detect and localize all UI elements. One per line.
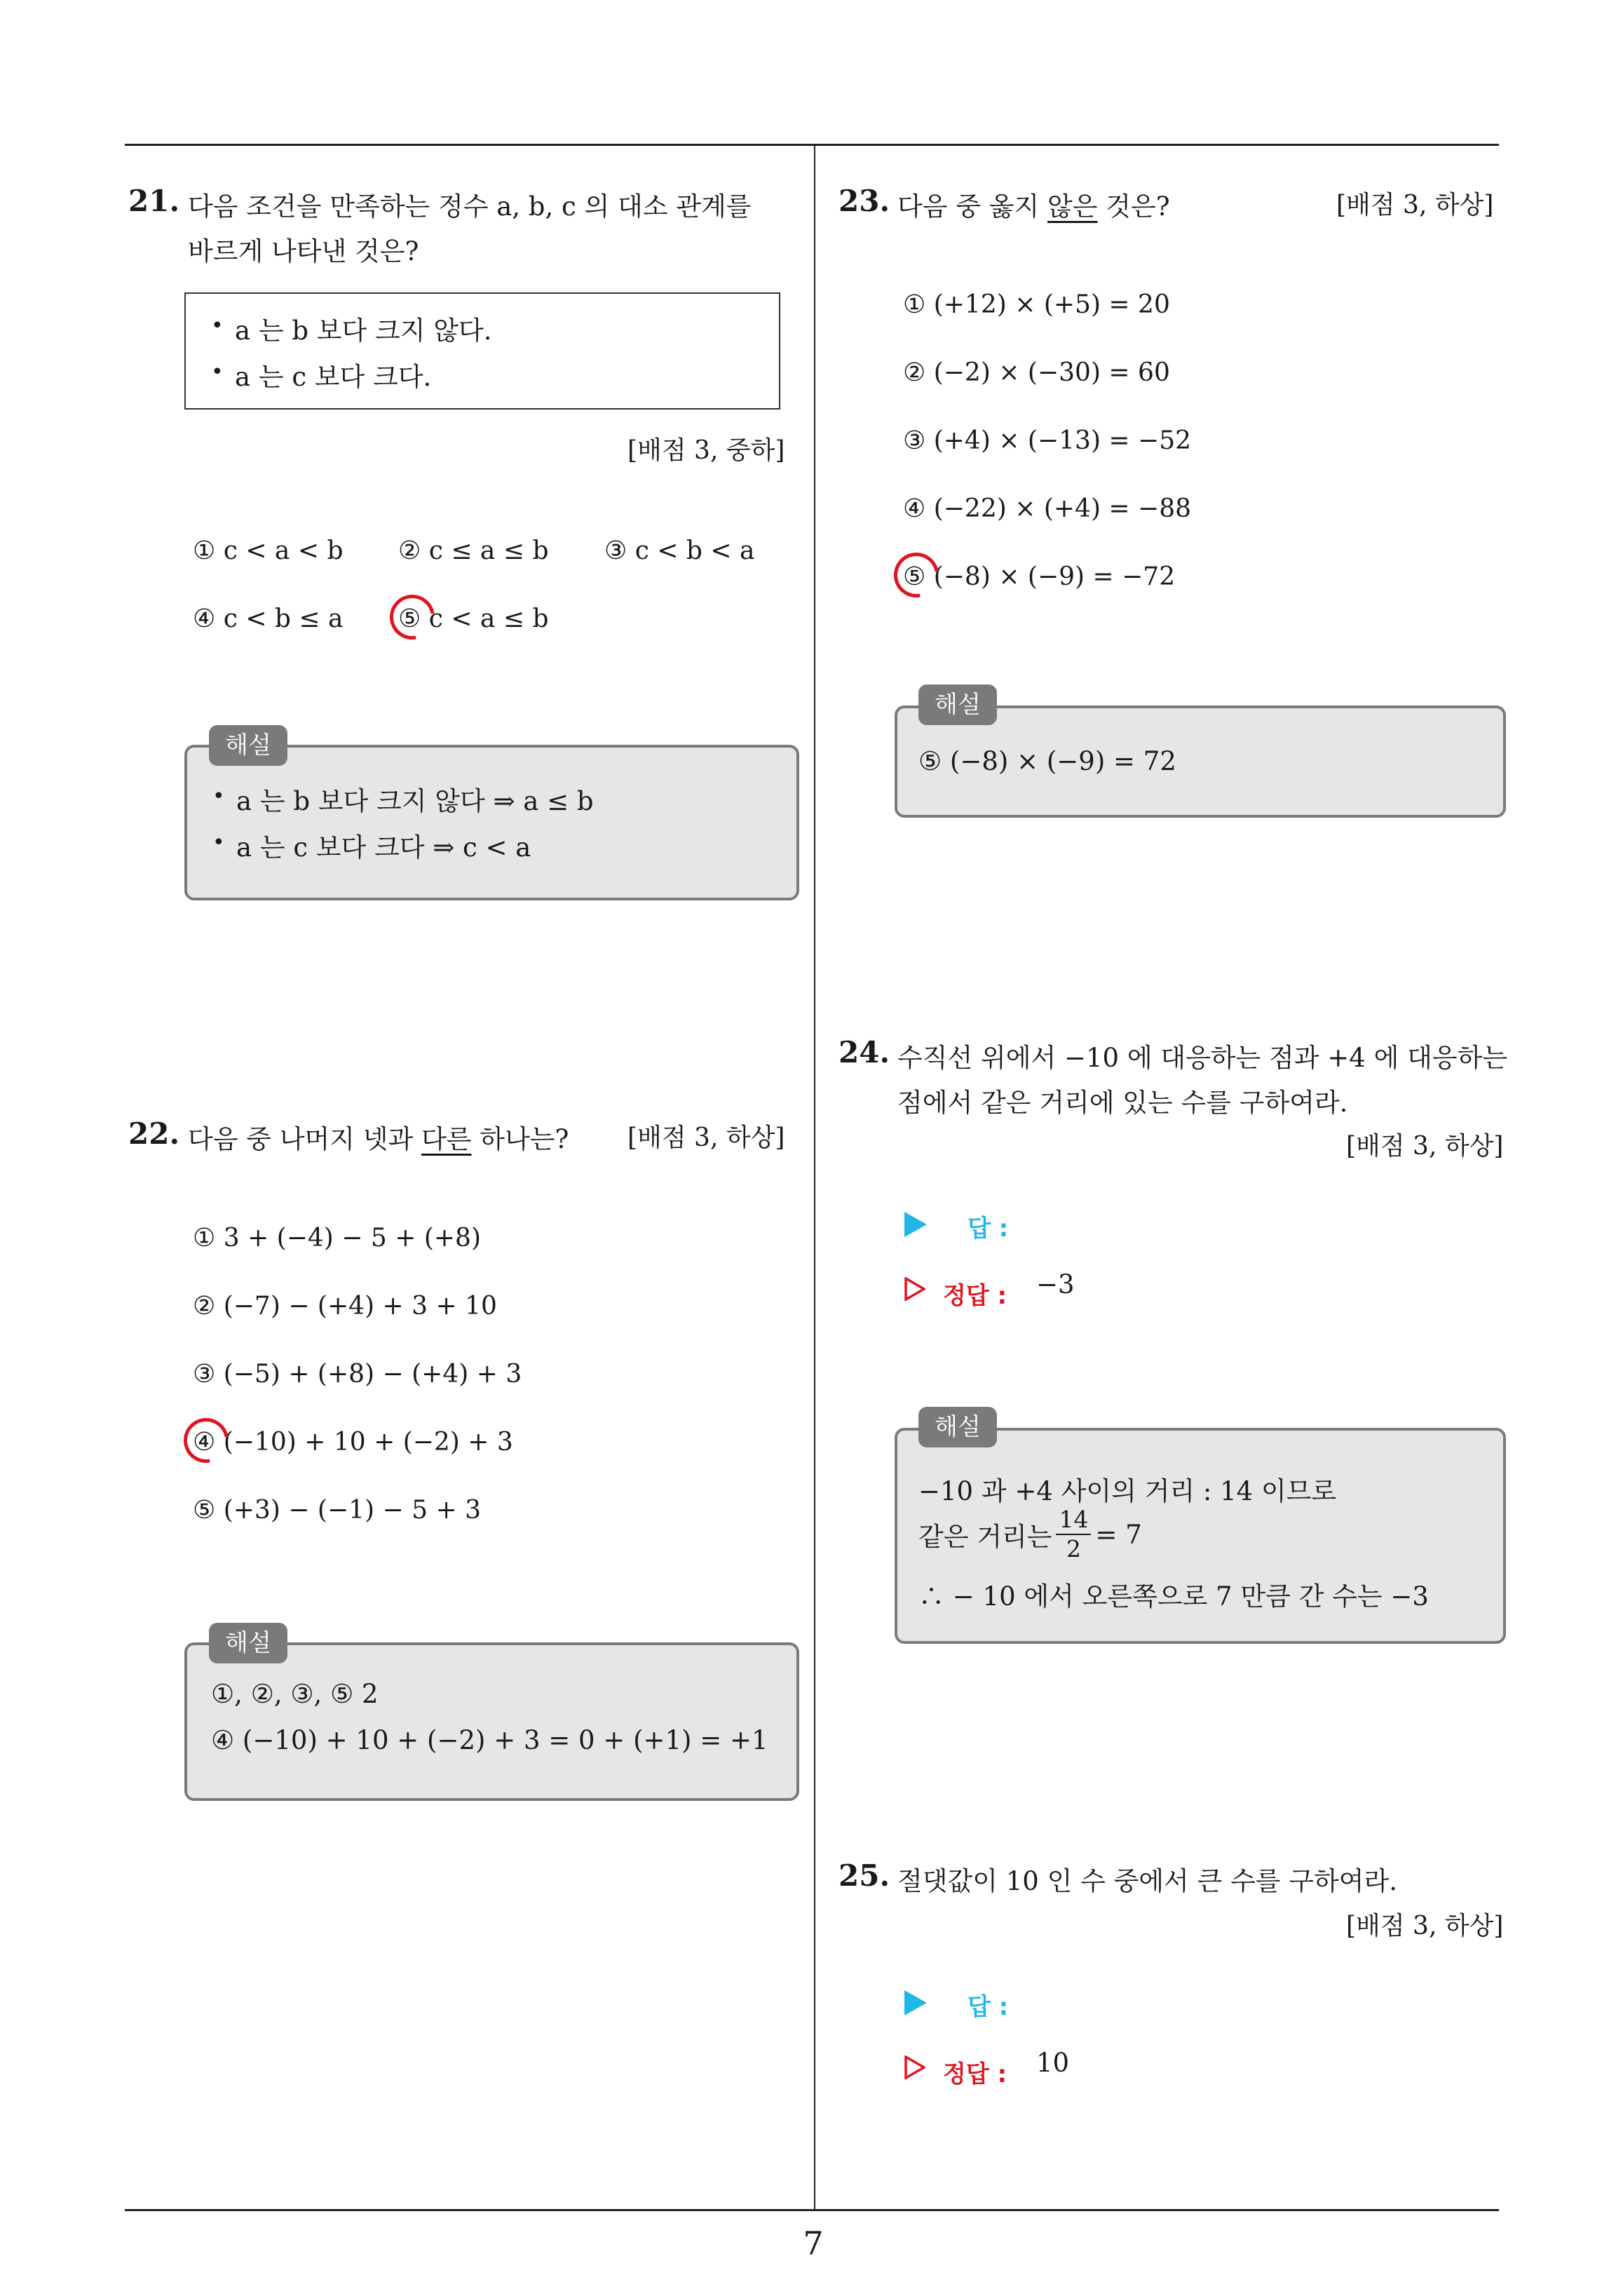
- question-text-line1: 절댓값이 10 인 수 중에서 큰 수를 구하여라.: [897, 1866, 1398, 1896]
- question-number: 21.: [128, 184, 180, 218]
- correct-answer-mark-icon: [381, 586, 443, 648]
- question-number: 23.: [838, 184, 890, 218]
- correct-value: 10: [1036, 2048, 1070, 2078]
- question-number: 22.: [128, 1116, 180, 1151]
- solution-tag: 해설: [209, 725, 287, 766]
- choice-3[interactable]: ③ c < b < a: [604, 536, 755, 565]
- solution-line-1: ①, ②, ③, ⑤ 2: [211, 1679, 379, 1709]
- correct-label: 정답 :: [943, 1282, 1007, 1310]
- choice-5[interactable]: ⑤ c < a ≤ b: [398, 605, 549, 633]
- bullet-icon: •: [212, 784, 225, 809]
- question-text: 다음 중 옳지 않은 것은?: [897, 191, 1170, 222]
- question-text-line1: 수직선 위에서 −10 에 대응하는 점과 +4 에 대응하는: [897, 1043, 1508, 1073]
- correct-answer-mark-icon: [175, 1409, 237, 1471]
- condition-2: a 는 c 보다 크다.: [235, 362, 432, 392]
- answer-input[interactable]: [1031, 1206, 1426, 1238]
- answer-input[interactable]: [1031, 1985, 1426, 2017]
- answer-arrow-icon: [904, 1990, 927, 2015]
- choice-5[interactable]: ⑤ (+3) − (−1) − 5 + 3: [193, 1496, 481, 1525]
- question-number: 25.: [838, 1858, 890, 1893]
- solution-line-2: ④ (−10) + 10 + (−2) + 3 = 0 + (+1) = +1: [211, 1725, 768, 1755]
- solution-line-2: a 는 c 보다 크다 ⇒ c < a: [236, 832, 531, 863]
- solution-box: [184, 1642, 799, 1801]
- solution-line-1: a 는 b 보다 크지 않다 ⇒ a ≤ b: [236, 786, 594, 816]
- condition-1: a 는 b 보다 크지 않다.: [235, 316, 492, 346]
- solution-line-3: ∴ − 10 에서 오른쪽으로 7 만큼 간 수는 −3: [918, 1581, 1429, 1612]
- choice-2[interactable]: ② (−7) − (+4) + 3 + 10: [193, 1292, 497, 1321]
- solution-tag: 해설: [918, 684, 997, 725]
- column-divider: [814, 144, 815, 2210]
- correct-answer-mark-icon: [885, 543, 947, 606]
- solution-box: [895, 1428, 1506, 1644]
- choice-5[interactable]: ⑤ (−8) × (−9) = −72: [903, 562, 1176, 591]
- points-label: [배점 3, 하상]: [627, 1123, 785, 1152]
- bottom-rule: [125, 2209, 1499, 2211]
- solution-tag: 해설: [209, 1623, 287, 1663]
- question-text: 다음 중 나머지 넷과 다른 하나는?: [188, 1124, 569, 1154]
- points-label: [배점 3, 하상]: [1346, 1912, 1504, 1940]
- solution-line-1: ⑤ (−8) × (−9) = 72: [918, 746, 1176, 776]
- points-label: [배점 3, 중하]: [627, 436, 785, 465]
- underlined-word: 다른: [421, 1124, 472, 1154]
- question-text-line2: 점에서 같은 거리에 있는 수를 구하여라.: [897, 1088, 1348, 1118]
- choice-1[interactable]: ① (+12) × (+5) = 20: [903, 290, 1170, 319]
- solution-box: [184, 745, 799, 900]
- solution-tag: 해설: [918, 1407, 997, 1447]
- fraction: $\frac{14}{2}$: [1056, 1506, 1091, 1563]
- choice-3[interactable]: ③ (−5) + (+8) − (+4) + 3: [193, 1360, 522, 1389]
- choice-1[interactable]: ① c < a < b: [193, 536, 344, 565]
- choice-4[interactable]: ④ (−10) + 10 + (−2) + 3: [193, 1428, 513, 1457]
- solution-line-2: 같은 거리는 $\frac{14}{2}$ = 7: [918, 1506, 1142, 1562]
- question-text-line1: 다음 조건을 만족하는 정수 a, b, c 의 대소 관계를: [188, 191, 752, 222]
- underlined-word: 않은: [1047, 191, 1098, 222]
- question-number: 24.: [838, 1035, 890, 1069]
- page-number: 7: [803, 2224, 824, 2262]
- correct-label: 정답 :: [943, 2060, 1007, 2088]
- question-text-line2: 바르게 나타낸 것은?: [188, 236, 419, 266]
- choice-4[interactable]: ④ c < b ≤ a: [193, 605, 344, 633]
- choice-4[interactable]: ④ (−22) × (+4) = −88: [903, 494, 1192, 523]
- top-rule: [125, 144, 1499, 146]
- bullet-icon: •: [212, 830, 225, 855]
- choice-3[interactable]: ③ (+4) × (−13) = −52: [903, 426, 1192, 455]
- choice-2[interactable]: ② c ≤ a ≤ b: [398, 536, 549, 565]
- choice-2[interactable]: ② (−2) × (−30) = 60: [903, 358, 1170, 387]
- answer-arrow-icon: [904, 1212, 927, 1237]
- correct-value: −3: [1036, 1269, 1075, 1299]
- correct-arrow-icon: [904, 1277, 925, 1301]
- points-label: [배점 3, 하상]: [1346, 1132, 1504, 1161]
- points-label: [배점 3, 하상]: [1336, 191, 1494, 220]
- answer-label: 답 :: [967, 1215, 1009, 1243]
- answer-label: 답 :: [967, 1993, 1009, 2021]
- bullet-icon: •: [211, 360, 224, 384]
- solution-line-1: −10 과 +4 사이의 거리 : 14 이므로: [918, 1476, 1337, 1506]
- correct-arrow-icon: [904, 2055, 925, 2079]
- condition-box: [184, 292, 780, 410]
- choice-1[interactable]: ① 3 + (−4) − 5 + (+8): [193, 1224, 481, 1252]
- bullet-icon: •: [211, 313, 224, 338]
